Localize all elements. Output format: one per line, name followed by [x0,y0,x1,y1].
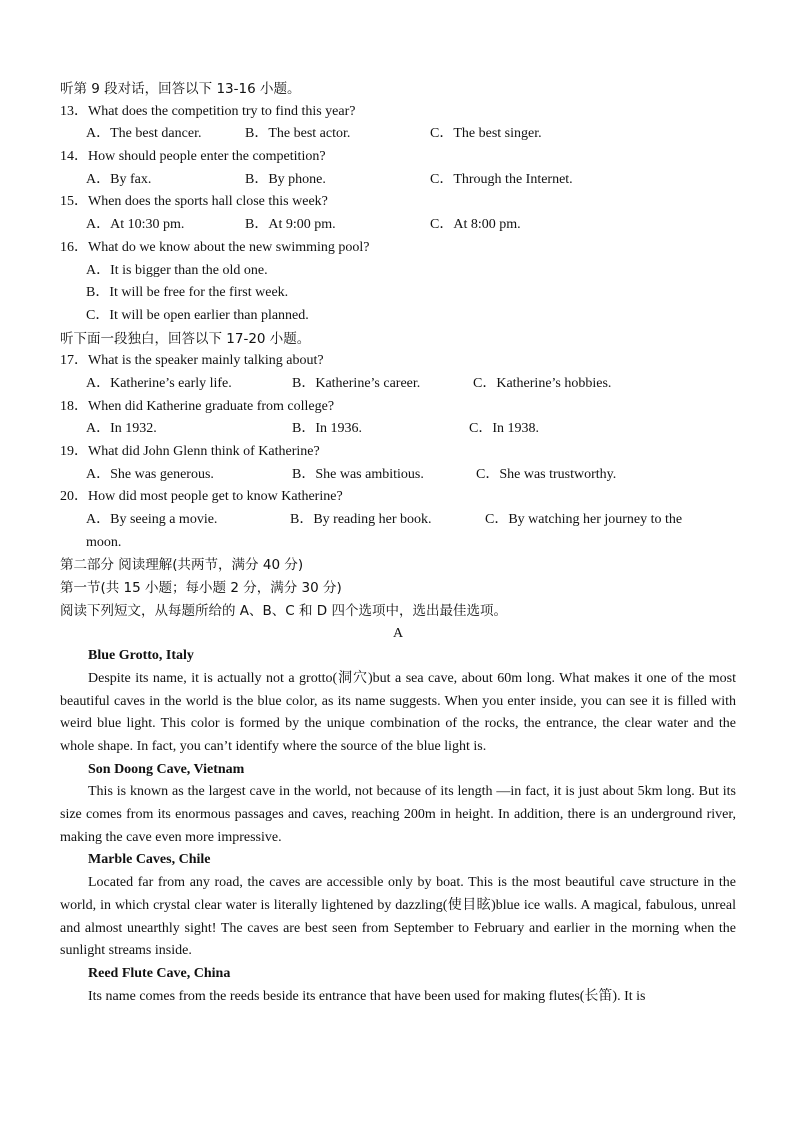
option-b: B．It will be free for the first week. [86,285,289,301]
option-c: C．Katherine’s hobbies. [473,375,612,391]
option-a: A．At 10:30 pm. [86,217,185,233]
option-c: C．She was trustworthy. [476,466,617,482]
section1-title: 第一节(共 15 小题；每小题 2 分，满分 30 分) [60,580,342,597]
question-text: 19．What did John Glenn think of Katherine? [60,444,320,459]
option-c: C．At 8:00 pm. [430,217,521,233]
question-18 [60,396,736,441]
option-row [60,464,736,487]
cave-paragraph: Its name comes from the reeds beside its entrance that have been used for making flutes(长笛). It is [88,988,646,1004]
question-19 [60,441,736,486]
instructions: 阅读下列短文，从每题所给的 A、B、C 和 D 四个选项中，选出最佳选项。 [60,602,507,619]
option-b: B．The best actor. [245,126,351,142]
cave-marble [60,849,736,963]
question-text: 18．When did Katherine graduate from college? [60,398,335,414]
option-c: C．Through the Internet. [430,171,573,187]
option-a: A．By seeing a movie. [86,512,218,528]
cave-heading: Reed Flute Cave, China [88,965,231,981]
option-c: C．By watching her journey to the [485,512,683,528]
option-b: B．By reading her book. [290,512,432,528]
option-b: B．By phone. [245,171,326,187]
question-16 [60,237,736,328]
question-text: 16．What do we know about the new swimming pool? [60,239,370,255]
section9-intro: 听第 9 段对话，回答以下 13-16 小题。 [60,81,301,97]
exam-page [60,78,736,1008]
part2-title: 第二部分 阅读理解(共两节，满分 40 分) [60,557,304,574]
cave-paragraph: This is known as the largest cave in the world, not because of its length —in fact, it is just about 5km long. But its size comes from its enormous passages and caves, reaching 200m in height. In addition, there is an underground river, making the cave even more impressive. [60,784,736,845]
passage-label: A [392,625,404,641]
question-13 [60,101,736,146]
option-row [60,214,736,237]
cave-reed-flute [60,963,736,1008]
cave-paragraph: Despite its name, it is actually not a grotto(洞穴)but a sea cave, about 60m long. What makes it one of the most beautiful caves in the world is the blue color, as its name suggests. When you enter inside, you can see it is filled with weird blue light. This color is formed by the unique combination of the rocks, the entrance, the clear water and the whole shape. In fact, you can’t identify where the source of the blue light is. [60,670,736,754]
option-a: A．She was generous. [86,466,214,482]
question-text: 17．What is the speaker mainly talking about? [60,353,324,369]
monologue-intro: 听下面一段独白，回答以下 17-20 小题。 [60,330,311,347]
cave-blue-grotto [60,645,736,759]
option-row [60,418,736,441]
option-row [60,373,736,396]
cave-son-doong [60,759,736,850]
question-text: 15．When does the sports hall close this week? [60,194,328,210]
option-a: A．It is bigger than the old one. [86,262,268,278]
question-17 [60,350,736,395]
option-row [60,509,736,532]
option-c-continuation: moon. [86,534,122,550]
cave-heading: Marble Caves, Chile [88,852,211,868]
option-b: B．In 1936. [292,421,362,437]
option-a: A．The best dancer. [86,126,202,142]
option-b: B．She was ambitious. [292,466,424,482]
question-14 [60,146,736,191]
question-text: 13．What does the competition try to find this year? [60,103,356,119]
option-a: A．Katherine’s early life. [86,375,232,391]
question-20 [60,486,736,554]
question-text: 20．How did most people get to know Katherine? [60,489,343,505]
option-c: C．In 1938. [469,421,539,437]
cave-paragraph: Located far from any road, the caves are accessible only by boat. This is the most beautiful cave structure in the world, in which crystal clear water is literally lightened by dazzling(使目眩)blue ice walls. A magical, fabulous, unreal and almost unearthly sight! The caves are best seen from September to February and earlier in the morning when the sunlight streams inside. [60,875,736,959]
option-a: A．By fax. [86,171,152,187]
option-a: A．In 1932. [86,421,157,437]
option-row [60,169,736,192]
option-b: B．At 9:00 pm. [245,217,336,233]
question-text: 14．How should people enter the competition? [60,149,326,165]
option-c: C．It will be open earlier than planned. [86,307,309,323]
cave-heading: Son Doong Cave, Vietnam [88,761,245,777]
cave-heading: Blue Grotto, Italy [88,648,194,664]
option-c: C．The best singer. [430,126,542,142]
question-15 [60,191,736,236]
option-row [60,123,736,146]
option-b: B．Katherine’s career. [292,375,421,391]
